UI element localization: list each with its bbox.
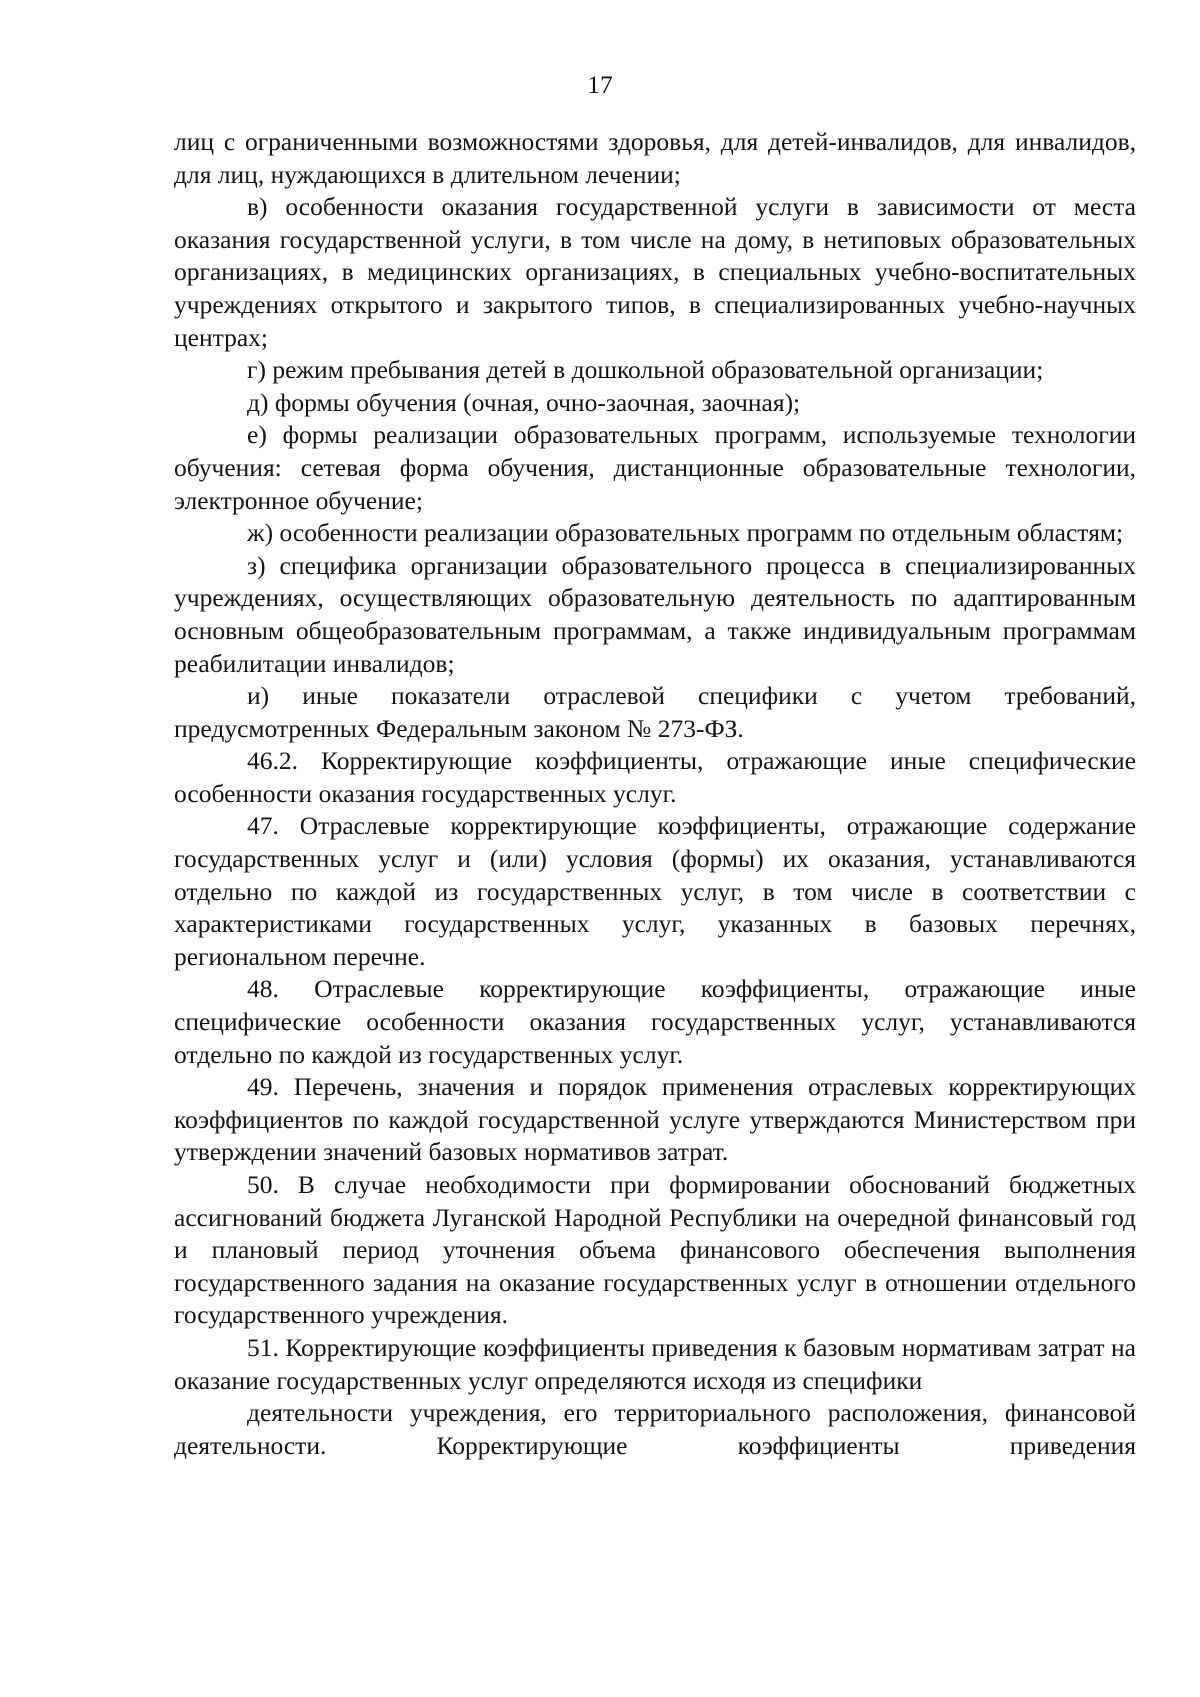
paragraph-51-continuation: деятельности учреждения, его территориального расположения, финансовой деятельности. Корректирующие коэффициенты приведения <box>174 1398 1136 1460</box>
paragraph-48: 48. Отраслевые корректирующие коэффициенты, отражающие иные специфические особенности оказания государственных услуг, устанавливаются отдельно по каждой из государственных услуг. <box>174 974 1136 1069</box>
document-body <box>174 126 1136 1462</box>
paragraph-item-e: е) формы реализации образовательных программ, используемые технологии обучения: сетевая форма обучения, дистанционные образовательные технологии, электронное обучение; <box>174 420 1136 515</box>
paragraph-item-g: г) режим пребывания детей в дошкольной образовательной организации; <box>247 355 1044 385</box>
paragraph-item-zh: ж) особенности реализации образовательных программ по отдельным областям; <box>247 518 1124 548</box>
paragraph-continuation: лиц с ограниченными возможностями здоровья, для детей-инвалидов, для инвалидов, для лиц, нуждающихся в длительном лечении; <box>174 127 1136 189</box>
paragraph-item-i: и) иные показатели отраслевой специфики с учетом требований, предусмотренных Федеральным законом № 273-ФЗ. <box>174 681 1136 743</box>
paragraph-51: 51. Корректирующие коэффициенты приведения к базовым нормативам затрат на оказание государственных услуг определяются исходя из специфики <box>174 1332 1136 1395</box>
paragraph-49: 49. Перечень, значения и порядок применения отраслевых корректирующих коэффициентов по каждой государственной услуге утверждаются Министерством при утверждении значений базовых нормативов затрат. <box>174 1072 1136 1167</box>
paragraph-46-2: 46.2. Корректирующие коэффициенты, отражающие иные специфические особенности оказания государственных услуг. <box>174 746 1136 808</box>
paragraph-item-v: в) особенности оказания государственной услуги в зависимости от места оказания государственной услуги, в том числе на дому, в нетиповых образовательных организациях, в медицинских организациях, в специальных учебно-воспитательных учреждениях открытого и закрытого типов, в специализированных учебно-научных центрах; <box>174 192 1136 352</box>
paragraph-50: 50. В случае необходимости при формировании обоснований бюджетных ассигнований бюджета Луганской Народной Республики на очередной финансовый год и плановый период уточнения объема финансового обеспечения выполнения государственного задания на оказание государственных услуг в отношении отдельного государственного учреждения. <box>174 1170 1136 1330</box>
paragraph-item-z: з) специфика организации образовательного процесса в специализированных учреждениях, осуществляющих образовательную деятельность по адаптированным основным общеобразовательным программам, а также индивидуальным программам реабилитации инвалидов; <box>174 550 1136 678</box>
paragraph-item-d: д) формы обучения (очная, очно-заочная, заочная); <box>247 387 801 417</box>
paragraph-47: 47. Отраслевые корректирующие коэффициенты, отражающие содержание государственных услуг и (или) условия (формы) их оказания, устанавливаются отдельно по каждой из государственных услуг, в том числе в соответствии с характеристиками государственных услуг, указанных в базовых перечнях, региональном перечне. <box>174 811 1136 971</box>
page-number: 17 <box>587 70 613 99</box>
